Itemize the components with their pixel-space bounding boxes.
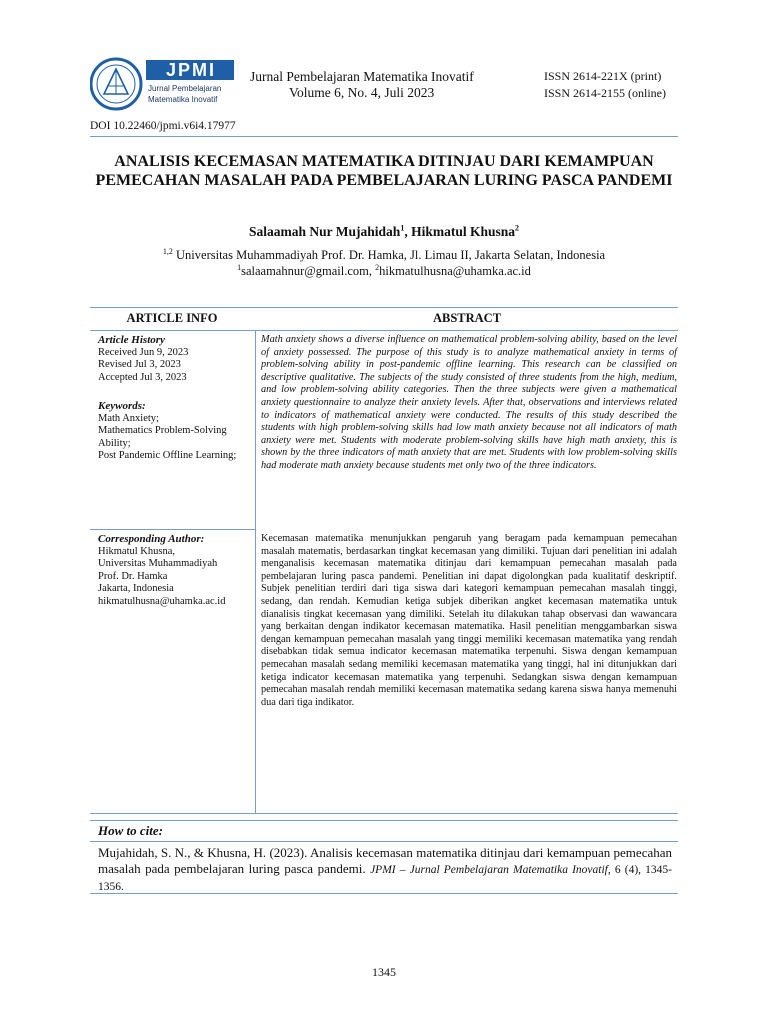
affiliation-block <box>90 247 678 279</box>
corresponding-author-label: Corresponding Author: <box>98 533 205 545</box>
how-to-cite-label: How to cite: <box>98 823 163 838</box>
issn-print: ISSN 2614-221X (print) <box>544 69 662 83</box>
cite-top-rule <box>90 820 678 821</box>
issn-online: ISSN 2614-2155 (online) <box>544 86 666 100</box>
revised-date: Revised Jul 3, 2023 <box>98 359 181 370</box>
received-date: Received Jun 9, 2023 <box>98 346 189 358</box>
article-title: ANALISIS KECEMASAN MATEMATIKA DITINJAU DARI KEMAMPUAN PEMECAHAN MASALAH PADA PEMBELAJARAN LURING PASCA PANDEMI <box>95 153 673 189</box>
logo-subtext-2: Matematika Inovatif <box>148 95 218 104</box>
header-rule <box>90 136 678 137</box>
journal-name: Jurnal Pembelajaran Matematika Inovatif <box>250 69 474 84</box>
table-header-rule <box>90 330 678 331</box>
author-separator: , <box>404 224 412 239</box>
author-1-sup: 1 <box>400 223 405 233</box>
keyword-3: Post Pandemic Offline Learning; <box>98 450 237 461</box>
corresponding-city: Jakarta, Indonesia <box>98 583 174 594</box>
corresponding-author <box>98 533 253 608</box>
table-bottom-rule <box>90 813 678 814</box>
author-1: Salaamah Nur Mujahidah <box>249 224 401 239</box>
authors <box>90 224 678 240</box>
keyword-2: Mathematics Problem-Solving Ability; <box>98 425 227 449</box>
page-number: 1345 <box>372 965 396 979</box>
keyword-1: Math Anxiety; <box>98 412 159 424</box>
abstract-indonesian: Kecemasan matematika menunjukkan pengaruh yang beragam pada kemampuan pemecahan masalah matematis, berdasarkan tingkat kecemasan yang dimiliki. Tujuan dari penelitian ini adalah menganalisis kecemasan matematika ditinjau dari kemampuan pemecahan masalah pada pembelajaran luring pasca pandemi. Penelitian ini dapat digolongkan pada kualitatif deskriptif. Subjek penelitian terdiri dari tiga siswa dari kategori kemampuan pemecahan masalah tinggi, sedang, dan rendah. Kemudian ketiga subjek diberikan angket kecemasan matematika untuk dianalisis tingkat kecemasan yang dimiliki. Setelah itu dilakukan tahap observasi dan wawancara yang berkaitan dengan indikator kecemasan matematika. Hasil penelitian menggambarkan siswa dengan kemampuan pemecahan masalah yang tinggi memiliki kecemasan matematika yang rendah disebabkan tidak semua indicator kecemasan matematika terpenuhi. Siswa dengan kemampuan pemecahan masalah sedang memiliki kecemasan matematika yang tinggi, hal ini ditunjukkan dari ketiga indicator kecemasan matematika yang terpenuhi. Sedangkan siswa dengan kemampuan pemecahan masalah rendah memiliki kecemasan matematika sedang karena siswa hanya memenuhi dua dari tiga indikator. <box>261 533 677 708</box>
cite-mid-rule <box>90 841 678 842</box>
citation-main: Mujahidah, S. N., & Khusna, H. (2023). Analisis kecemasan matematika ditinjau dari kemampuan pemecahan masalah pada pembelajaran luring pasca pandemi. <box>98 845 672 876</box>
affiliation-text: Universitas Muhammadiyah Prof. Dr. Hamka, Jl. Limau II, Jakarta Selatan, Indonesia <box>172 248 606 262</box>
author-2-sup: 2 <box>514 223 519 233</box>
abstract-heading: ABSTRACT <box>432 311 502 325</box>
article-history-label: Article History <box>98 334 165 346</box>
info-split-rule <box>90 529 255 530</box>
table-column-divider <box>255 330 256 813</box>
accepted-date: Accepted Jul 3, 2023 <box>98 371 187 383</box>
emails <box>90 263 678 279</box>
author-2: Hikmatul Khusna <box>411 224 515 239</box>
journal-logo <box>90 54 238 114</box>
email-2[interactable]: hikmatulhusna@uhamka.ac.id <box>379 264 531 278</box>
corresponding-institution-2: Prof. Dr. Hamka <box>98 570 168 582</box>
affiliation-sup: 1,2 <box>162 246 173 256</box>
abstract-english: Math anxiety shows a diverse influence on mathematical problem-solving ability, based on the level of anxiety possessed. The purpose of this study is to analyze mathematical anxiety in terms of problem-solving ability in post-pandemic offline learning. This research can be classified on descriptive qualitative. The subjects of the study consisted of three students from the high, medium, and low problem-solving ability categories. Then the three subjects were given a mathematical anxiety questionnaire to analyze their anxiety levels. After that, observations and interviews related to indicators of mathematical anxiety were conducted. The results of this study described the students with high problem-solving skills had low math anxiety because not all indicators of math anxiety were met. Students with moderate problem-solving skills have high math anxiety, this is shown by the three indicators of math anxiety that are met. Students with low problem-solving skills had moderate math anxiety because students met only two of the three indicators. <box>261 334 677 471</box>
citation-journal: JPMI – Jurnal Pembelajaran Matematika Inovatif <box>370 864 608 876</box>
keywords <box>98 400 253 463</box>
email-1[interactable]: salaamahnur@gmail.com, <box>241 264 376 278</box>
citation-text <box>98 845 672 895</box>
table-top-rule <box>90 307 678 308</box>
logo-subtext-1: Jurnal Pembelajaran <box>148 84 222 93</box>
article-info-heading: ARTICLE INFO <box>126 311 218 325</box>
journal-volume: Volume 6, No. 4, Juli 2023 <box>289 85 435 100</box>
corresponding-name: Hikmatul Khusna, <box>98 545 175 557</box>
logo-text: JPMI <box>165 60 216 80</box>
affiliation <box>90 247 678 263</box>
corresponding-institution-1: Universitas Muhammadiyah <box>98 558 218 569</box>
keywords-label: Keywords: <box>98 400 146 412</box>
corresponding-email[interactable]: hikmatulhusna@uhamka.ac.id <box>98 595 226 607</box>
email-2-sup: 2 <box>375 262 380 272</box>
email-1-sup: 1 <box>237 262 242 272</box>
doi[interactable]: DOI 10.22460/jpmi.v6i4.17977 <box>90 120 236 132</box>
cite-bottom-rule <box>90 893 678 894</box>
citation-rest: , 6 (4), 1345-1356. <box>98 864 672 893</box>
article-history <box>98 334 253 384</box>
